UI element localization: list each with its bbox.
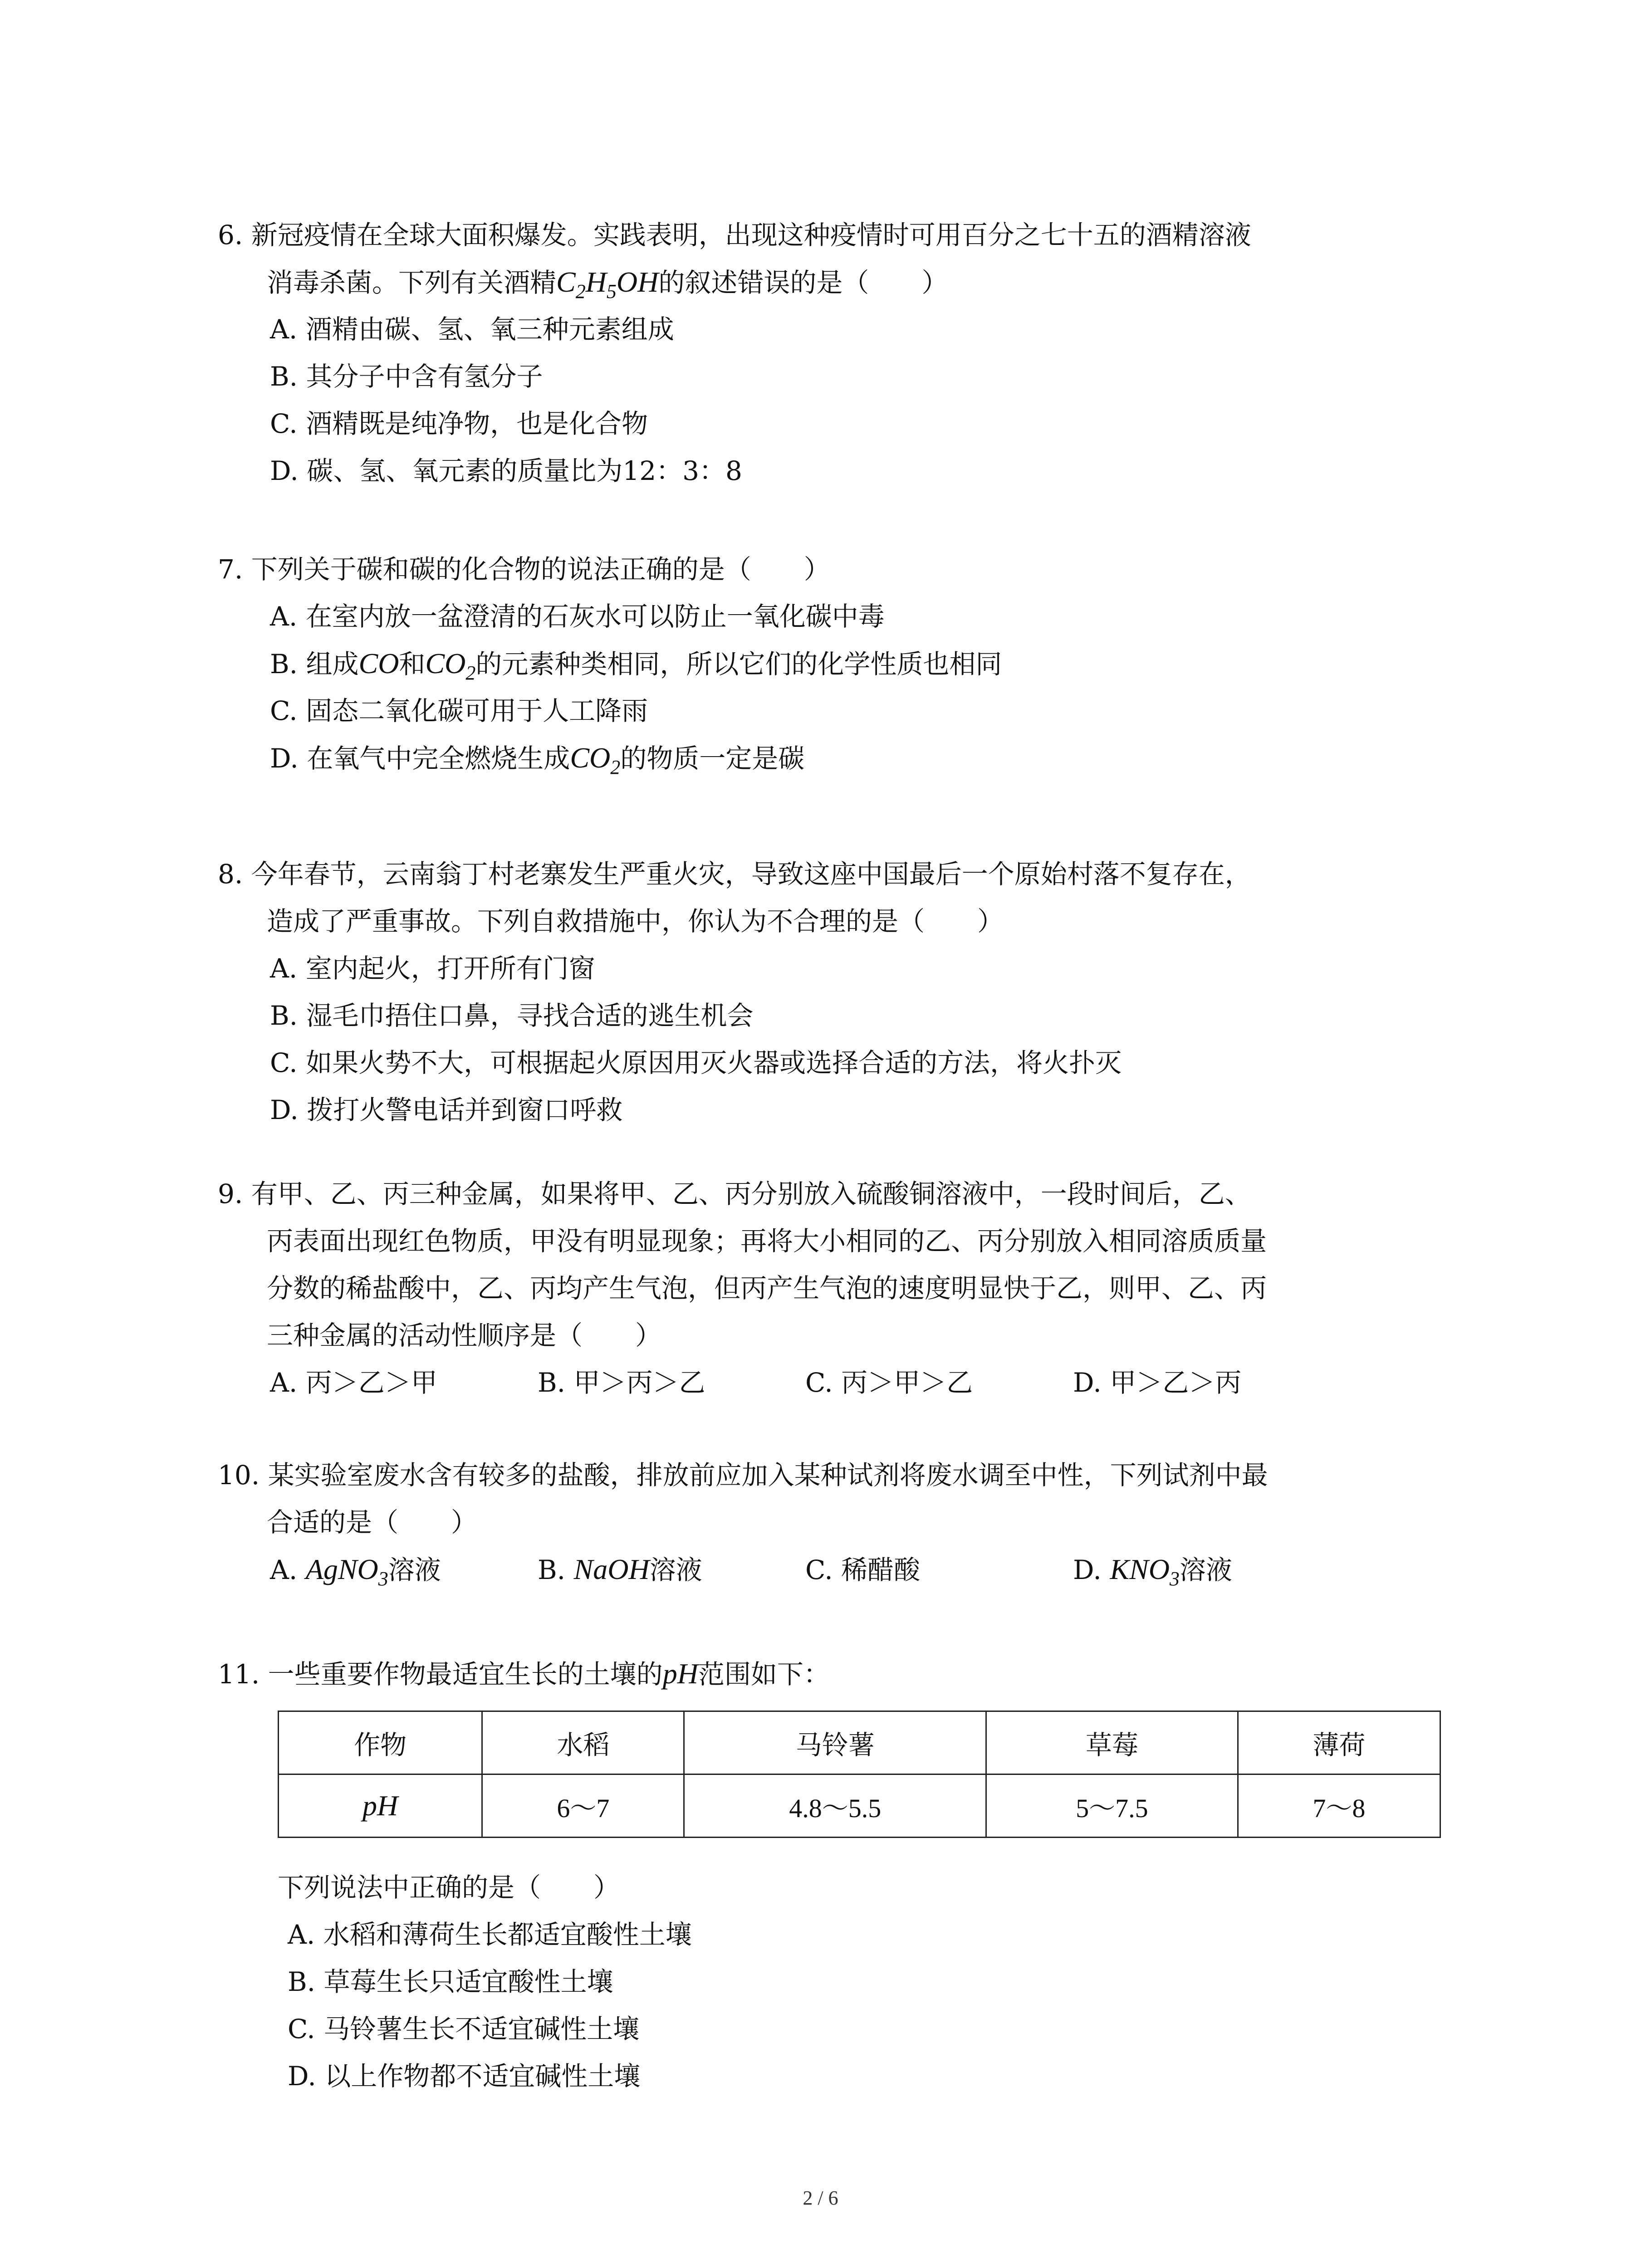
option-d-label: D.	[1073, 1554, 1110, 1585]
formula-c-subscript: 2	[575, 280, 586, 303]
question-10-option-b	[538, 1546, 805, 1593]
question-11-option-c: C. 马铃薯生长不适宜碱性土壤	[288, 2014, 640, 2044]
question-9	[218, 1170, 1452, 1406]
question-8-option-b: B. 湿毛巾捂住口鼻，寻找合适的逃生机会	[270, 1000, 754, 1031]
question-6	[218, 211, 1452, 494]
option-b-tail: 的元素种类相同，所以它们的化学性质也相同	[475, 649, 1002, 679]
question-9-option-c: C. 丙＞甲＞乙	[805, 1367, 973, 1398]
question-11-stem-text: 11. 一些重要作物最适宜生长的土壤的	[218, 1659, 663, 1690]
question-9-stem-line-3: 分数的稀盐酸中，乙、丙均产生气泡，但丙产生气泡的速度明显快于乙，则甲、乙、丙	[267, 1273, 1267, 1304]
table-header-cell: 作物	[279, 1711, 482, 1774]
question-10-option-a	[270, 1546, 538, 1603]
formula-h-subscript: 5	[606, 280, 617, 303]
co2-formula	[425, 647, 476, 684]
kno3-base: KNO	[1110, 1553, 1170, 1585]
question-8-stem-line-2: 造成了严重事故。下列自救措施中，你认为不合理的是（ ）	[267, 906, 1004, 937]
question-6-stem-line-2	[218, 259, 1452, 306]
question-11-prompt: 下列说法中正确的是（ ）	[278, 1872, 620, 1903]
agno3-base: AgNO	[305, 1553, 378, 1585]
question-10-option-d	[1073, 1546, 1341, 1603]
question-6-stem-tail: 的叙述错误的是（ ）	[658, 267, 948, 298]
question-10-stem-line-2: 合适的是（ ）	[267, 1507, 478, 1538]
table-cell: pH	[279, 1774, 482, 1838]
ph-symbol: pH	[662, 1657, 698, 1690]
table-row	[279, 1774, 1440, 1838]
question-8-option-a: A. 室内起火，打开所有门窗	[270, 953, 595, 984]
ethanol-formula	[556, 266, 659, 303]
question-7-option-a: A. 在室内放一盆澄清的石灰水可以防止一氧化碳中毒	[270, 601, 885, 632]
question-9-option-b: B. 甲＞丙＞乙	[538, 1367, 705, 1398]
question-7	[218, 546, 1452, 782]
question-6-stem-line-1: 6. 新冠疫情在全球大面积爆发。实践表明，出现这种疫情时可用百分之七十五的酒精溶液	[218, 220, 1251, 250]
formula-oh: OH	[616, 266, 659, 298]
option-b-and: 和	[399, 649, 426, 679]
question-10-option-c: C. 稀醋酸	[805, 1554, 921, 1585]
table-header-row	[279, 1711, 1440, 1774]
kno3-formula	[1110, 1553, 1180, 1590]
table-header-cell: 马铃薯	[684, 1711, 986, 1774]
kno3-subscript: 3	[1169, 1567, 1180, 1590]
question-6-option-b: B. 其分子中含有氢分子	[270, 361, 543, 392]
question-9-stem-line-2: 丙表面出现红色物质，甲没有明显现象；再将大小相同的乙、丙分别放入相同溶质质量	[267, 1226, 1267, 1256]
table-cell: 6～7	[482, 1774, 684, 1838]
question-6-option-c: C. 酒精既是纯净物，也是化合物	[270, 408, 648, 439]
co2-subscript: 2	[465, 661, 476, 684]
question-9-options	[218, 1359, 1452, 1406]
table-cell: 5～7.5	[986, 1774, 1238, 1838]
co2-base: CO	[425, 647, 466, 679]
option-a-text: 溶液	[388, 1554, 441, 1585]
option-b-label: B.	[538, 1554, 574, 1585]
question-11-followup	[278, 1864, 692, 2100]
table-cell: 7～8	[1238, 1774, 1440, 1838]
table-header-cell: 草莓	[986, 1711, 1238, 1774]
co2-subscript: 2	[610, 756, 621, 778]
question-11-option-b: B. 草莓生长只适宜酸性土壤	[288, 1966, 613, 1997]
co2-base: CO	[570, 742, 611, 774]
ph-range-table	[278, 1711, 1441, 1838]
question-7-option-c: C. 固态二氧化碳可用于人工降雨	[270, 695, 648, 726]
option-d-text: D. 在氧气中完全燃烧生成	[270, 743, 570, 774]
co-formula: CO	[358, 647, 399, 679]
question-6-option-a: A. 酒精由碳、氢、氧三种元素组成	[270, 314, 674, 345]
formula-c: C	[556, 266, 576, 298]
question-7-option-d	[218, 734, 1452, 782]
naoh-formula: NaOH	[573, 1553, 650, 1585]
question-11-stem-tail: 范围如下：	[698, 1659, 830, 1690]
question-8-stem-line-1: 8. 今年春节，云南翁丁村老寨发生严重火灾，导致这座中国最后一个原始村落不复存在，	[218, 859, 1251, 890]
question-6-stem-text: 消毒杀菌。下列有关酒精	[267, 267, 557, 298]
co2-formula	[570, 742, 621, 778]
question-8-option-c: C. 如果火势不大，可根据起火原因用灭火器或选择合适的方法，将火扑灭	[270, 1047, 1122, 1078]
table-cell: 4.8～5.5	[684, 1774, 986, 1838]
option-a-label: A.	[270, 1554, 306, 1585]
question-8	[218, 850, 1452, 1134]
option-b-text: B. 组成	[270, 649, 359, 679]
question-9-option-d: D. 甲＞乙＞丙	[1073, 1367, 1242, 1398]
question-11-stem	[218, 1650, 1452, 1697]
question-11-option-a: A. 水稻和薄荷生长都适宜酸性土壤	[288, 1919, 692, 1950]
table-header-cell: 薄荷	[1238, 1711, 1440, 1774]
agno3-formula	[305, 1553, 388, 1590]
question-6-option-d: D. 碳、氢、氧元素的质量比为12：3：8	[270, 455, 742, 486]
page-number: 2 / 6	[803, 2187, 838, 2209]
formula-h: H	[585, 266, 607, 298]
question-11-option-d: D. 以上作物都不适宜碱性土壤	[288, 2061, 641, 2092]
question-10-options	[218, 1546, 1452, 1593]
question-9-option-a: A. 丙＞乙＞甲	[270, 1367, 437, 1398]
agno3-subscript: 3	[378, 1567, 388, 1590]
question-9-stem-line-4: 三种金属的活动性顺序是（ ）	[267, 1320, 662, 1351]
question-7-stem: 7. 下列关于碳和碳的化合物的说法正确的是（ ）	[218, 554, 830, 585]
question-10-stem-line-1: 10. 某实验室废水含有较多的盐酸，排放前应加入某种试剂将废水调至中性，下列试剂中最	[218, 1460, 1268, 1491]
question-10	[218, 1452, 1452, 1593]
question-9-stem-line-1: 9. 有甲、乙、丙三种金属，如果将甲、乙、丙分别放入硫酸铜溶液中，一段时间后，乙、	[218, 1178, 1251, 1209]
question-7-option-b	[218, 640, 1452, 687]
option-d-text: 溶液	[1179, 1554, 1232, 1585]
option-d-tail: 的物质一定是碳	[620, 743, 805, 774]
option-b-text: 溶液	[649, 1554, 702, 1585]
question-8-option-d: D. 拨打火警电话并到窗口呼救	[270, 1095, 623, 1125]
table-header-cell: 水稻	[482, 1711, 684, 1774]
question-11	[218, 1650, 1452, 1697]
